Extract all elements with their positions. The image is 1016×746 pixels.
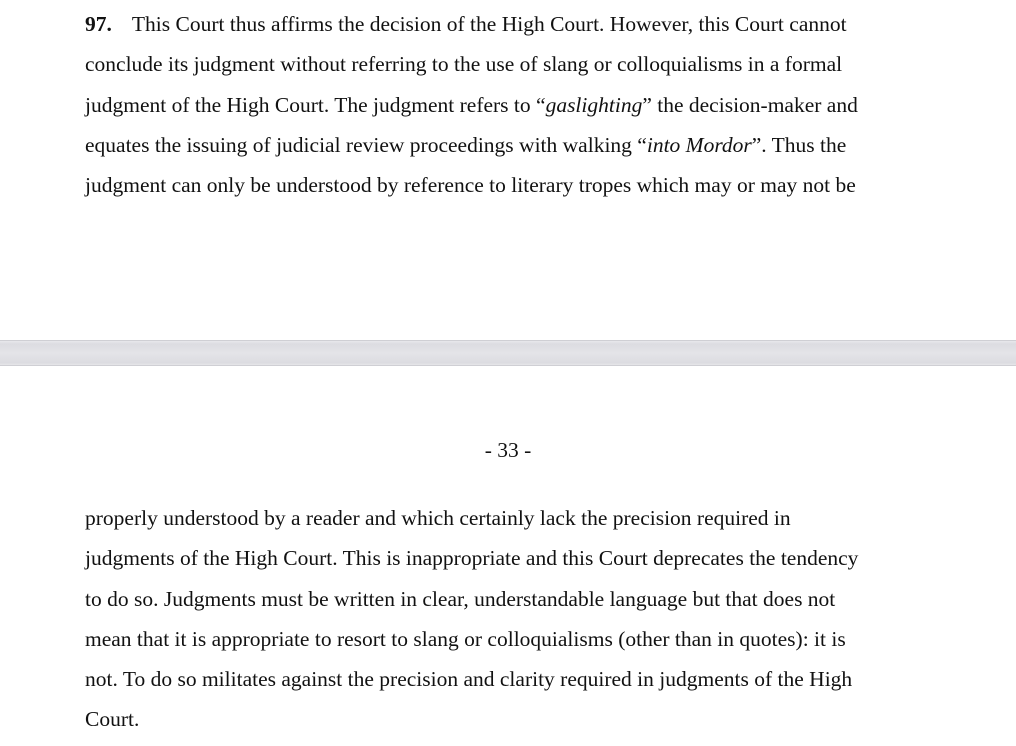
page-number: - 33 - [484,438,532,462]
continued-line-4: mean that it is appropriate to resort to slang or colloquialisms (other than in quotes): it is [85,627,846,651]
quote-into-mordor: into Mordor [646,133,752,157]
quote-gaslighting: gaslighting [545,93,643,117]
paragraph-number: 97. [85,12,112,36]
continued-line-5: not. To do so militates against the precision and clarity required in judgments of the High [85,667,853,691]
document-page-upper [0,0,1016,340]
paragraph-line-4 [85,132,846,158]
continued-line-3: to do so. Judgments must be written in clear, understandable language but that does not [85,587,836,611]
line-3-before: judgment of the High Court. The judgment refers to “ [85,93,546,117]
paragraph-line-5: judgment can only be understood by reference to literary tropes which may or may not be [85,173,856,197]
line-3-after: ” the decision-maker and [642,93,858,117]
paragraph-line-2: conclude its judgment without referring to the use of slang or colloquialisms in a formal [85,52,843,76]
page-break-divider [0,340,1016,366]
paragraph-line-1 [85,11,847,37]
line-4-after: ”. Thus the [751,133,847,157]
line-4-before: equates the issuing of judicial review proceedings with walking “ [85,133,647,157]
document-page-lower [0,366,1016,746]
paragraph-line-3 [85,92,858,118]
continued-line-2: judgments of the High Court. This is inappropriate and this Court deprecates the tendency [85,546,859,570]
continued-line-1: properly understood by a reader and which certainly lack the precision required in [85,506,791,530]
paragraph-line-1-text: This Court thus affirms the decision of the High Court. However, this Court cannot [131,12,847,36]
continued-line-6: Court. [85,707,140,731]
